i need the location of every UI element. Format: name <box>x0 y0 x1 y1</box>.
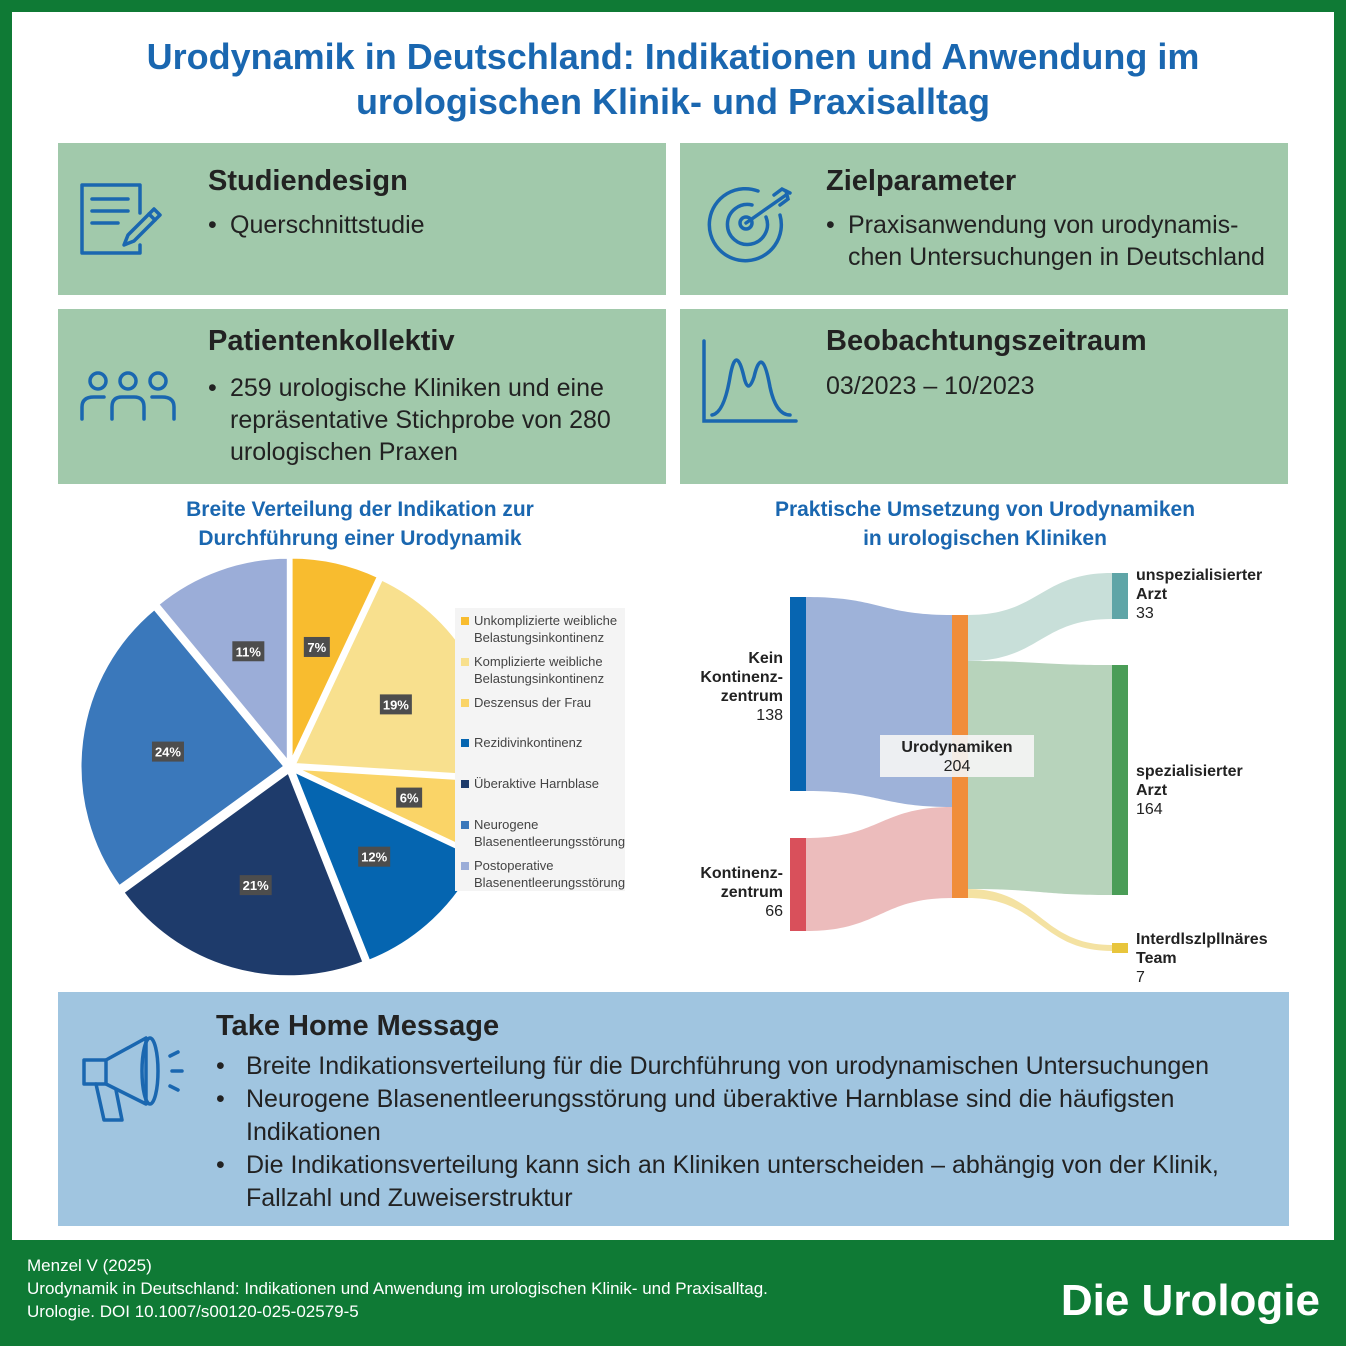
page-title-line2: urologischen Klinik- und Praxisalltag <box>355 81 991 122</box>
svg-text:7%: 7% <box>307 639 327 655</box>
patientenkollektiv-heading: Patientenkollektiv <box>208 325 455 357</box>
svg-text:21%: 21% <box>242 878 269 894</box>
pie-chart <box>70 555 490 995</box>
svg-text:12%: 12% <box>361 849 388 865</box>
document-pen-icon <box>78 171 178 271</box>
take-home-item: • Neurogene Blasenentleerungsstörung und überaktive Harnblase sind die häufigsten Indikationen <box>216 1085 1175 1146</box>
people-group-icon <box>78 337 178 437</box>
sankey-chart-title: Praktische Umsetzung von Urodynamiken in urologischen Kliniken <box>774 498 1196 550</box>
sankey-label-kein: Kein Kontinenz- zentrum 138 <box>700 650 783 724</box>
beobachtungszeitraum-box <box>680 309 1288 484</box>
distribution-curve-icon <box>700 337 800 437</box>
pie-data-label <box>358 847 390 867</box>
link-uro-inter <box>968 889 1112 951</box>
studiendesign-box <box>58 143 666 295</box>
pie-data-label <box>380 694 412 714</box>
svg-text:24%: 24% <box>154 744 181 760</box>
pie-data-label <box>396 788 422 808</box>
zielparameter-box <box>680 143 1288 295</box>
take-home-heading: Take Home Message <box>216 1010 500 1042</box>
studiendesign-text: • Querschnittstudie <box>208 211 425 239</box>
link-kontinenz-uro <box>806 807 952 931</box>
zielparameter-text: • Praxisanwendung von urodynamis- chen Untersuchungen in Deutschland <box>826 211 1265 271</box>
svg-text:19%: 19% <box>382 697 409 713</box>
node-kontinenzzentrum <box>790 838 806 931</box>
take-home-list <box>216 1050 1266 1215</box>
sankey-label-interdisziplinaer: Interdlszlpllnäres Team 7 <box>1136 931 1268 986</box>
sankey-label-kontinenz: Kontinenz- zentrum 66 <box>700 865 783 920</box>
svg-text:6%: 6% <box>399 790 419 806</box>
megaphone-icon <box>80 1034 190 1124</box>
legend-item: Unkomplizierte weibliche Belastungsinkontinenz <box>461 612 617 646</box>
target-arrow-icon <box>700 171 800 271</box>
take-home-box <box>58 992 1289 1226</box>
legend-item: Komplizierte weibliche Belastungsinkontinenz <box>461 653 604 687</box>
pie-data-label <box>232 641 264 661</box>
beobachtungszeitraum-text: 03/2023 – 10/2023 <box>826 372 1035 400</box>
svg-text:11%: 11% <box>235 644 261 660</box>
node-interdisziplinaeres-team <box>1112 943 1128 953</box>
sankey-label-urodynamiken: Urodynamiken 204 <box>901 739 1013 775</box>
node-unspezialisierter-arzt <box>1112 573 1128 619</box>
studiendesign-heading: Studiendesign <box>208 165 408 197</box>
patientenkollektiv-text: • 259 urologische Kliniken und eine repräsentative Stichprobe von 280 urologischen Praxen <box>208 374 611 466</box>
patientenkollektiv-box <box>58 309 666 484</box>
node-spezialisierter-arzt <box>1112 665 1128 895</box>
take-home-item: • Breite Indikationsverteilung für die Durchführung von urodynamischen Untersuchungen <box>216 1052 1210 1080</box>
sankey-label-spezialisiert: spezialisierter Arzt 164 <box>1136 763 1243 818</box>
legend-item: Postoperative Blasenentleerungsstörung <box>461 857 625 891</box>
legend-item: Überaktive Harnblase <box>461 775 599 792</box>
pie-data-label <box>152 742 184 762</box>
pie-data-label <box>304 637 330 657</box>
pie-chart-title: Breite Verteilung der Indikation zur Durchführung einer Urodynamik <box>186 498 534 550</box>
beobachtungszeitraum-heading: Beobachtungszeitraum <box>826 325 1147 357</box>
pie-data-label <box>240 875 272 895</box>
legend-item: Neurogene Blasenentleerungsstörung <box>461 816 625 850</box>
node-kein-kontinenzzentrum <box>790 597 806 791</box>
link-uro-spez <box>968 661 1112 895</box>
page-title-line1: Urodynamik in Deutschland: Indikationen und Anwendung im <box>146 36 1200 77</box>
legend-item: Deszensus der Frau <box>461 694 591 711</box>
pie-legend <box>455 608 625 891</box>
take-home-item: • Die Indikationsverteilung kann sich an Kliniken unterscheiden – abhängig von der Klinik, Fallzahl und Zuweiserstruktur <box>216 1151 1219 1212</box>
sankey-label-unspezialisiert: unspezialisierter Arzt 33 <box>1136 567 1263 622</box>
zielparameter-heading: Zielparameter <box>826 165 1017 197</box>
journal-brand: Die Urologie <box>1060 1276 1320 1325</box>
link-uro-unspez <box>968 573 1112 661</box>
citation: Menzel V (2025) Urodynamik in Deutschland: Indikationen und Anwendung im urologischen Klinik- und Praxisalltag. Urologie. DOI 10.1007/s00120-025-02579-5 <box>27 1256 768 1321</box>
legend-item: Rezidivinkontinenz <box>461 734 582 751</box>
